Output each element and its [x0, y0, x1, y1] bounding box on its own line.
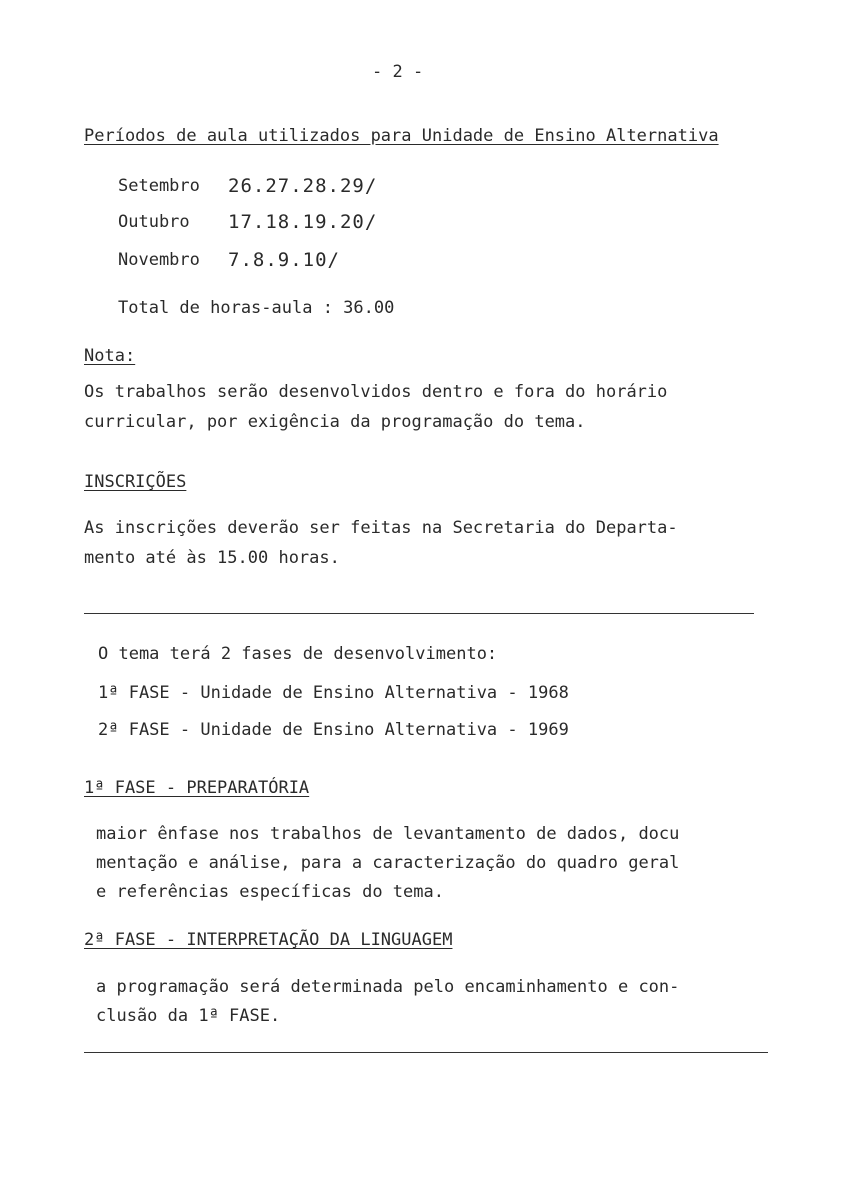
fase1-line-2: mentação e análise, para a caracterização do quadro geral — [96, 853, 680, 873]
fase1-line-1: maior ênfase nos trabalhos de levantamento de dados, docu — [96, 824, 680, 844]
inscricoes-line-2: mento até às 15.00 horas. — [84, 548, 340, 568]
fase1-line-3: e referências específicas do tema. — [96, 882, 444, 902]
nota-line-2: curricular, por exigência da programação do tema. — [84, 412, 586, 432]
nota-heading: Nota: — [84, 346, 136, 366]
dates-novembro: 7.8.9.10/ — [228, 249, 340, 271]
inscricoes-line-1: As inscrições deverão ser feitas na Secretaria do Departa- — [84, 518, 678, 538]
nota-line-1: Os trabalhos serão desenvolvidos dentro e fora do horário — [84, 382, 668, 402]
fase2-line-1: a programação será determinada pelo encaminhamento e con- — [96, 977, 680, 997]
month-label-outubro: Outubro — [118, 212, 190, 232]
dates-outubro: 17.18.19.20/ — [228, 211, 378, 233]
divider-top — [84, 613, 754, 614]
total-hours: Total de horas-aula : 36.00 — [118, 298, 395, 318]
periods-heading: Períodos de aula utilizados para Unidade de Ensino Alternativa — [84, 126, 719, 146]
fase2-line-2: clusão da 1ª FASE. — [96, 1006, 281, 1026]
divider-bottom — [84, 1052, 768, 1053]
month-label-setembro: Setembro — [118, 176, 200, 196]
page-number: - 2 - — [372, 62, 424, 82]
dates-setembro: 26.27.28.29/ — [228, 175, 378, 197]
fase1-heading: 1ª FASE - PREPARATÓRIA — [84, 778, 310, 798]
fase2-heading: 2ª FASE - INTERPRETAÇÃO DA LINGUAGEM — [84, 930, 453, 950]
fases-intro: O tema terá 2 fases de desenvolvimento: — [98, 644, 498, 664]
inscricoes-heading: INSCRIÇÕES — [84, 472, 187, 492]
fase-item-2: 2ª FASE - Unidade de Ensino Alternativa - 1969 — [98, 720, 569, 740]
fase-item-1: 1ª FASE - Unidade de Ensino Alternativa - 1968 — [98, 683, 569, 703]
month-label-novembro: Novembro — [118, 250, 200, 270]
